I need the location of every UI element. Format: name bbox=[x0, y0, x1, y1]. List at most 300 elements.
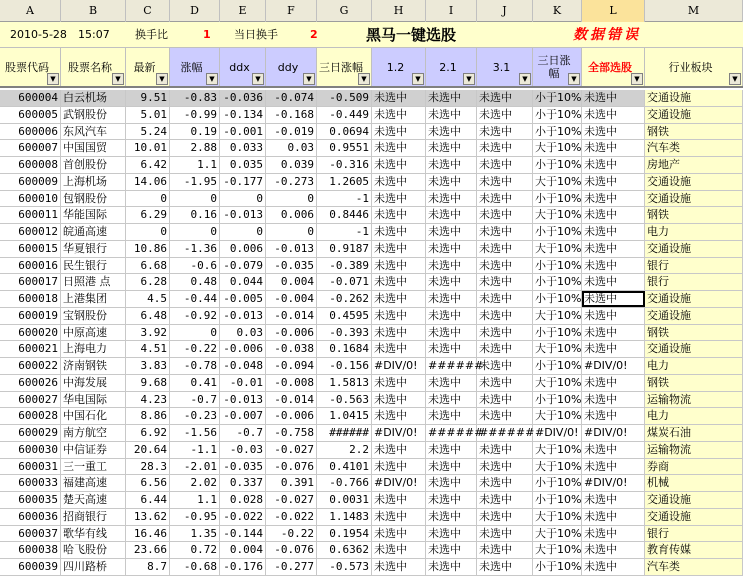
cell-e[interactable]: -0.177 bbox=[220, 174, 266, 190]
cell-l[interactable]: 未选中 bbox=[582, 325, 645, 341]
cell-k[interactable]: 大于10% bbox=[535, 442, 582, 456]
cell-j[interactable]: 未选中 bbox=[477, 241, 533, 257]
cell-m[interactable]: 银行 bbox=[645, 274, 743, 290]
cell-l[interactable]: 未选中 bbox=[582, 492, 645, 508]
cell-f[interactable]: 0.391 bbox=[266, 475, 317, 491]
cell-e[interactable]: -0.134 bbox=[220, 107, 266, 123]
cell-b[interactable]: 上海电力 bbox=[61, 341, 126, 357]
cell-e[interactable]: -0.048 bbox=[220, 358, 266, 374]
cell-g[interactable]: 1.5813 bbox=[317, 375, 372, 391]
cell-j[interactable]: 未选中 bbox=[477, 140, 533, 156]
cell-g[interactable]: -0.262 bbox=[317, 291, 372, 307]
column-letter-g[interactable]: G bbox=[317, 0, 372, 22]
cell-m[interactable]: 机械 bbox=[645, 475, 743, 491]
cell-h[interactable]: 未选中 bbox=[372, 509, 426, 525]
cell-g[interactable]: 1.0415 bbox=[317, 408, 372, 424]
cell-i[interactable]: 未选中 bbox=[426, 392, 477, 408]
cell-g[interactable]: -0.071 bbox=[317, 274, 372, 290]
cell-f[interactable]: -0.168 bbox=[266, 107, 317, 123]
filter-dropdown-icon[interactable]: ▼ bbox=[206, 73, 218, 85]
cell-f[interactable]: -0.076 bbox=[266, 542, 317, 558]
cell-d[interactable]: -0.22 bbox=[170, 341, 220, 357]
cell-m[interactable]: 银行 bbox=[645, 526, 743, 542]
cell-h[interactable]: 未选中 bbox=[372, 291, 426, 307]
cell-i[interactable]: 未选中 bbox=[426, 107, 477, 123]
cell-k[interactable]: 大于10% bbox=[535, 141, 582, 155]
cell-i[interactable]: 未选中 bbox=[426, 442, 477, 458]
cell-c[interactable]: 16.46 bbox=[126, 526, 170, 542]
cell-j[interactable]: 未选中 bbox=[477, 308, 533, 324]
cell-m[interactable]: 钢铁 bbox=[645, 325, 743, 341]
cell-c[interactable]: 10.86 bbox=[126, 241, 170, 257]
cell-h[interactable]: 未选中 bbox=[372, 241, 426, 257]
column-letter-j[interactable]: J bbox=[477, 0, 533, 22]
cell-e[interactable]: 0 bbox=[220, 224, 266, 240]
cell-d[interactable]: 0.48 bbox=[170, 274, 220, 290]
cell-c[interactable]: 6.56 bbox=[126, 475, 170, 491]
cell-k[interactable]: 大于10% bbox=[535, 174, 582, 188]
cell-f[interactable]: -0.014 bbox=[266, 308, 317, 324]
cell-j[interactable]: 未选中 bbox=[477, 291, 533, 307]
cell-i[interactable]: 未选中 bbox=[426, 157, 477, 173]
cell-j[interactable]: 未选中 bbox=[477, 526, 533, 542]
column-letter-c[interactable]: C bbox=[126, 0, 170, 22]
cell-c[interactable]: 9.68 bbox=[126, 375, 170, 391]
cell-e[interactable]: 0.337 bbox=[220, 475, 266, 491]
cell-m[interactable]: 电力 bbox=[645, 358, 743, 374]
cell-c[interactable]: 8.7 bbox=[126, 559, 170, 575]
cell-e[interactable]: 0.03 bbox=[220, 325, 266, 341]
cell-e[interactable]: -0.005 bbox=[220, 291, 266, 307]
cell-j[interactable]: 未选中 bbox=[477, 442, 533, 458]
cell-c[interactable]: 0 bbox=[126, 224, 170, 240]
cell-l[interactable]: 未选中 bbox=[582, 559, 645, 575]
cell-b[interactable]: 楚天高速 bbox=[61, 492, 126, 508]
cell-i[interactable]: 未选中 bbox=[426, 224, 477, 240]
cell-j[interactable]: 未选中 bbox=[477, 392, 533, 408]
cell-a[interactable]: 600028 bbox=[0, 408, 61, 424]
cell-k[interactable]: 大于10% bbox=[535, 308, 582, 322]
cell-f[interactable]: -0.076 bbox=[266, 459, 317, 475]
cell-a[interactable]: 600020 bbox=[0, 325, 61, 341]
cell-b[interactable]: 上海机场 bbox=[61, 174, 126, 190]
cell-d[interactable]: 0.16 bbox=[170, 207, 220, 223]
cell-h[interactable]: 未选中 bbox=[372, 157, 426, 173]
cell-k[interactable]: 小于10% bbox=[535, 476, 582, 490]
cell-m[interactable]: 交通设施 bbox=[645, 241, 743, 257]
cell-c[interactable]: 0 bbox=[126, 191, 170, 207]
cell-m[interactable]: 交通设施 bbox=[645, 291, 743, 307]
cell-e[interactable]: 0.006 bbox=[220, 241, 266, 257]
cell-h[interactable]: 未选中 bbox=[372, 258, 426, 274]
cell-d[interactable]: -0.78 bbox=[170, 358, 220, 374]
cell-l[interactable]: 未选中 bbox=[582, 107, 645, 123]
cell-i[interactable]: 未选中 bbox=[426, 475, 477, 491]
turnover-ratio-value[interactable]: 1 bbox=[203, 28, 211, 41]
cell-l[interactable]: 未选中 bbox=[582, 542, 645, 558]
cell-i[interactable]: 未选中 bbox=[426, 509, 477, 525]
cell-g[interactable]: -0.393 bbox=[317, 325, 372, 341]
cell-b[interactable]: 中原高速 bbox=[61, 325, 126, 341]
cell-i[interactable]: 未选中 bbox=[426, 325, 477, 341]
cell-k[interactable]: 小于10% bbox=[535, 359, 582, 372]
cell-d[interactable]: 0.41 bbox=[170, 375, 220, 391]
cell-g[interactable]: -0.316 bbox=[317, 157, 372, 173]
cell-b[interactable]: 南方航空 bbox=[61, 425, 126, 441]
header-cell-0[interactable] bbox=[0, 48, 61, 86]
cell-k[interactable]: 小于10% bbox=[535, 392, 582, 406]
cell-k[interactable]: 小于10% bbox=[535, 107, 582, 121]
column-letter-f[interactable]: F bbox=[266, 0, 317, 22]
cell-e[interactable]: -0.7 bbox=[220, 425, 266, 441]
cell-f[interactable]: -0.006 bbox=[266, 325, 317, 341]
cell-m[interactable]: 钢铁 bbox=[645, 375, 743, 391]
cell-f[interactable]: 0 bbox=[266, 224, 317, 240]
cell-a[interactable]: 600021 bbox=[0, 341, 61, 357]
cell-h[interactable]: 未选中 bbox=[372, 408, 426, 424]
cell-a[interactable]: 600033 bbox=[0, 475, 61, 491]
cell-d[interactable]: 0 bbox=[170, 325, 220, 341]
cell-m[interactable]: 券商 bbox=[645, 459, 743, 475]
cell-e[interactable]: -0.144 bbox=[220, 526, 266, 542]
cell-b[interactable]: 四川路桥 bbox=[61, 559, 126, 575]
cell-m[interactable]: 电力 bbox=[645, 224, 743, 240]
cell-h[interactable]: 未选中 bbox=[372, 559, 426, 575]
cell-e[interactable]: -0.007 bbox=[220, 408, 266, 424]
cell-l[interactable]: 未选中 bbox=[582, 392, 645, 408]
cell-i[interactable]: 未选中 bbox=[426, 241, 477, 257]
cell-m[interactable]: 交通设施 bbox=[645, 107, 743, 123]
cell-m[interactable]: 运输物流 bbox=[645, 392, 743, 408]
cell-k[interactable]: #DIV/0! bbox=[533, 425, 582, 441]
cell-e[interactable]: -0.01 bbox=[220, 375, 266, 391]
cell-h[interactable]: 未选中 bbox=[372, 459, 426, 475]
cell-j[interactable]: 未选中 bbox=[477, 509, 533, 525]
today-turnover-value[interactable]: 2 bbox=[310, 28, 318, 41]
cell-a[interactable]: 600012 bbox=[0, 224, 61, 240]
cell-a[interactable]: 600004 bbox=[0, 90, 61, 106]
cell-d[interactable]: 1.1 bbox=[170, 157, 220, 173]
cell-h[interactable]: 未选中 bbox=[372, 274, 426, 290]
cell-b[interactable]: 上港集团 bbox=[61, 291, 126, 307]
cell-m[interactable]: 汽车类 bbox=[645, 559, 743, 575]
cell-c[interactable]: 23.66 bbox=[126, 542, 170, 558]
cell-k[interactable]: 大于10% bbox=[535, 241, 582, 255]
cell-g[interactable]: 1.2605 bbox=[317, 174, 372, 190]
cell-k[interactable]: 大于10% bbox=[535, 409, 582, 423]
cell-g[interactable]: -0.573 bbox=[317, 559, 372, 575]
cell-b[interactable]: 歌华有线 bbox=[61, 526, 126, 542]
cell-d[interactable]: -0.23 bbox=[170, 408, 220, 424]
filter-dropdown-icon[interactable]: ▼ bbox=[463, 73, 475, 85]
header-cell-7[interactable] bbox=[372, 48, 426, 86]
column-letter-h[interactable]: H bbox=[372, 0, 426, 22]
cell-k[interactable]: 大于10% bbox=[535, 543, 582, 557]
cell-l[interactable]: 未选中 bbox=[582, 241, 645, 257]
cell-b[interactable]: 包钢股份 bbox=[61, 191, 126, 207]
cell-e[interactable]: 0.004 bbox=[220, 542, 266, 558]
filter-dropdown-icon[interactable]: ▼ bbox=[156, 73, 168, 85]
cell-b[interactable]: 武钢股份 bbox=[61, 107, 126, 123]
cell-g[interactable]: -0.156 bbox=[317, 358, 372, 374]
cell-l[interactable]: 未选中 bbox=[582, 375, 645, 391]
cell-i[interactable]: 未选中 bbox=[426, 492, 477, 508]
cell-c[interactable]: 10.01 bbox=[126, 140, 170, 156]
cell-h[interactable]: 未选中 bbox=[372, 308, 426, 324]
cell-l[interactable]: #DIV/0! bbox=[582, 425, 645, 441]
column-letter-k[interactable]: K bbox=[533, 0, 582, 22]
cell-h[interactable]: 未选中 bbox=[372, 207, 426, 223]
cell-j[interactable]: 未选中 bbox=[477, 107, 533, 123]
filter-dropdown-icon[interactable]: ▼ bbox=[519, 73, 531, 85]
header-cell-6[interactable] bbox=[317, 48, 372, 86]
cell-g[interactable]: 2.2 bbox=[317, 442, 372, 458]
cell-b[interactable]: 济南钢铁 bbox=[61, 358, 126, 374]
cell-h[interactable]: 未选中 bbox=[372, 90, 426, 106]
cell-b[interactable]: 中国石化 bbox=[61, 408, 126, 424]
cell-e[interactable]: -0.035 bbox=[220, 459, 266, 475]
cell-j[interactable]: 未选中 bbox=[477, 124, 533, 140]
cell-j[interactable]: 未选中 bbox=[477, 459, 533, 475]
cell-i[interactable]: 未选中 bbox=[426, 124, 477, 140]
cell-h[interactable]: 未选中 bbox=[372, 392, 426, 408]
cell-l[interactable]: 未选中 bbox=[582, 157, 645, 173]
cell-g[interactable]: -0.389 bbox=[317, 258, 372, 274]
column-letter-l[interactable]: L bbox=[582, 0, 645, 22]
cell-f[interactable]: 0.004 bbox=[266, 274, 317, 290]
cell-l[interactable]: 未选中 bbox=[582, 341, 645, 357]
column-letter-i[interactable]: I bbox=[426, 0, 477, 22]
cell-k[interactable]: 小于10% bbox=[535, 191, 582, 205]
cell-c[interactable]: 28.3 bbox=[126, 459, 170, 475]
cell-f[interactable]: -0.027 bbox=[266, 442, 317, 458]
column-letter-m[interactable]: M bbox=[645, 0, 743, 22]
cell-i[interactable]: 未选中 bbox=[426, 140, 477, 156]
cell-j[interactable]: 未选中 bbox=[477, 90, 533, 106]
cell-m[interactable]: 交通设施 bbox=[645, 308, 743, 324]
cell-b[interactable]: 中海发展 bbox=[61, 375, 126, 391]
cell-c[interactable]: 8.86 bbox=[126, 408, 170, 424]
cell-b[interactable]: 日照港 点 bbox=[61, 274, 126, 290]
cell-g[interactable]: 0.8446 bbox=[317, 207, 372, 223]
cell-a[interactable]: 600016 bbox=[0, 258, 61, 274]
cell-b[interactable]: 皖通高速 bbox=[61, 224, 126, 240]
cell-k[interactable]: 大于10% bbox=[535, 208, 582, 222]
cell-i[interactable]: 未选中 bbox=[426, 559, 477, 575]
cell-h[interactable]: #DIV/0! bbox=[372, 475, 426, 491]
cell-d[interactable]: -2.01 bbox=[170, 459, 220, 475]
cell-g[interactable]: -1 bbox=[317, 191, 372, 207]
cell-b[interactable]: 哈飞股份 bbox=[61, 542, 126, 558]
cell-d[interactable]: 2.02 bbox=[170, 475, 220, 491]
cell-h[interactable]: 未选中 bbox=[372, 341, 426, 357]
cell-b[interactable]: 中信证券 bbox=[61, 442, 126, 458]
cell-e[interactable]: -0.013 bbox=[220, 308, 266, 324]
cell-a[interactable]: 600015 bbox=[0, 241, 61, 257]
cell-a[interactable]: 600027 bbox=[0, 392, 61, 408]
cell-m[interactable]: 交通设施 bbox=[645, 509, 743, 525]
cell-d[interactable]: -0.6 bbox=[170, 258, 220, 274]
header-cell-2[interactable] bbox=[126, 48, 170, 86]
cell-k[interactable]: 大于10% bbox=[535, 509, 582, 523]
cell-i[interactable]: 未选中 bbox=[426, 308, 477, 324]
cell-a[interactable]: 600036 bbox=[0, 509, 61, 525]
cell-g[interactable]: 0.6362 bbox=[317, 542, 372, 558]
cell-b[interactable]: 民生银行 bbox=[61, 258, 126, 274]
cell-d[interactable]: 0 bbox=[170, 191, 220, 207]
cell-f[interactable]: -0.035 bbox=[266, 258, 317, 274]
cell-h[interactable]: #DIV/0! bbox=[372, 358, 426, 374]
cell-g[interactable]: 0.9551 bbox=[317, 140, 372, 156]
cell-b[interactable]: 首创股份 bbox=[61, 157, 126, 173]
cell-h[interactable]: 未选中 bbox=[372, 174, 426, 190]
cell-k[interactable]: 小于10% bbox=[535, 124, 582, 138]
cell-d[interactable]: -1.36 bbox=[170, 241, 220, 257]
cell-a[interactable]: 600037 bbox=[0, 526, 61, 542]
cell-f[interactable]: -0.006 bbox=[266, 408, 317, 424]
cell-k[interactable]: 小于10% bbox=[535, 493, 582, 506]
cell-i[interactable]: 未选中 bbox=[426, 375, 477, 391]
cell-k[interactable]: 小于10% bbox=[535, 275, 582, 289]
cell-j[interactable]: 未选中 bbox=[477, 157, 533, 173]
cell-l[interactable]: 未选中 bbox=[582, 291, 645, 307]
cell-d[interactable]: 1.1 bbox=[170, 492, 220, 508]
filter-dropdown-icon[interactable]: ▼ bbox=[47, 73, 59, 85]
cell-i[interactable]: 未选中 bbox=[426, 191, 477, 207]
cell-k[interactable]: 小于10% bbox=[535, 258, 582, 272]
cell-a[interactable]: 600029 bbox=[0, 425, 61, 441]
cell-c[interactable]: 6.42 bbox=[126, 157, 170, 173]
cell-h[interactable]: 未选中 bbox=[372, 542, 426, 558]
cell-g[interactable]: -0.449 bbox=[317, 107, 372, 123]
cell-l[interactable]: 未选中 bbox=[582, 509, 645, 525]
header-cell-12[interactable] bbox=[645, 48, 743, 86]
cell-k[interactable]: 大于10% bbox=[535, 375, 582, 389]
cell-i[interactable]: 未选中 bbox=[426, 526, 477, 542]
cell-g[interactable]: -1 bbox=[317, 224, 372, 240]
cell-d[interactable]: 0 bbox=[170, 224, 220, 240]
cell-i[interactable]: 未选中 bbox=[426, 174, 477, 190]
cell-d[interactable]: -0.95 bbox=[170, 509, 220, 525]
cell-g[interactable]: -0.563 bbox=[317, 392, 372, 408]
cell-e[interactable]: -0.022 bbox=[220, 509, 266, 525]
cell-j[interactable]: 未选中 bbox=[477, 224, 533, 240]
cell-i[interactable]: 未选中 bbox=[426, 207, 477, 223]
cell-l[interactable]: 未选中 bbox=[582, 174, 645, 190]
cell-j[interactable]: 未选中 bbox=[477, 542, 533, 558]
cell-h[interactable]: 未选中 bbox=[372, 492, 426, 508]
cell-f[interactable]: -0.038 bbox=[266, 341, 317, 357]
cell-e[interactable]: 0.033 bbox=[220, 140, 266, 156]
filter-dropdown-icon[interactable]: ▼ bbox=[303, 73, 315, 85]
cell-l[interactable]: 未选中 bbox=[582, 124, 645, 140]
cell-l[interactable]: 未选中 bbox=[582, 258, 645, 274]
cell-b[interactable]: 宝钢股份 bbox=[61, 308, 126, 324]
cell-c[interactable]: 14.06 bbox=[126, 174, 170, 190]
header-cell-5[interactable] bbox=[266, 48, 317, 86]
cell-l[interactable]: 未选中 bbox=[582, 526, 645, 542]
cell-l[interactable]: 未选中 bbox=[582, 224, 645, 240]
cell-h[interactable]: 未选中 bbox=[372, 124, 426, 140]
cell-i[interactable]: 未选中 bbox=[426, 274, 477, 290]
filter-dropdown-icon[interactable]: ▼ bbox=[252, 73, 264, 85]
cell-m[interactable]: 电力 bbox=[645, 408, 743, 424]
cell-e[interactable]: -0.013 bbox=[220, 207, 266, 223]
cell-j[interactable]: 未选中 bbox=[477, 375, 533, 391]
cell-f[interactable]: 0.03 bbox=[266, 140, 317, 156]
cell-b[interactable]: 中国国贸 bbox=[61, 140, 126, 156]
cell-j[interactable]: 未选中 bbox=[477, 274, 533, 290]
cell-j[interactable]: 未选中 bbox=[477, 191, 533, 207]
cell-l[interactable]: 未选中 bbox=[582, 442, 645, 458]
cell-a[interactable]: 600038 bbox=[0, 542, 61, 558]
cell-k[interactable]: 小于10% bbox=[535, 225, 582, 238]
cell-g[interactable]: 0.4595 bbox=[317, 308, 372, 324]
column-letter-d[interactable]: D bbox=[170, 0, 220, 22]
cell-i[interactable]: ###### bbox=[428, 359, 484, 372]
cell-h[interactable]: 未选中 bbox=[372, 191, 426, 207]
cell-f[interactable]: -0.004 bbox=[266, 291, 317, 307]
cell-j[interactable]: 未选中 bbox=[477, 325, 533, 341]
filter-dropdown-icon[interactable]: ▼ bbox=[112, 73, 124, 85]
cell-f[interactable]: 0.039 bbox=[266, 157, 317, 173]
cell-j[interactable]: 未选中 bbox=[477, 207, 533, 223]
cell-e[interactable]: -0.036 bbox=[220, 90, 266, 106]
cell-a[interactable]: 600035 bbox=[0, 492, 61, 508]
cell-k[interactable]: 小于10% bbox=[535, 91, 582, 104]
filter-dropdown-icon[interactable]: ▼ bbox=[729, 73, 741, 85]
cell-a[interactable]: 600019 bbox=[0, 308, 61, 324]
cell-g[interactable]: 0.4101 bbox=[317, 459, 372, 475]
cell-c[interactable]: 4.51 bbox=[126, 341, 170, 357]
cell-e[interactable]: -0.001 bbox=[220, 124, 266, 140]
cell-g[interactable]: 1.1483 bbox=[317, 509, 372, 525]
cell-m[interactable]: 运输物流 bbox=[645, 442, 743, 458]
cell-c[interactable]: 6.29 bbox=[126, 207, 170, 223]
cell-c[interactable]: 6.44 bbox=[126, 492, 170, 508]
cell-c[interactable]: 9.51 bbox=[126, 90, 170, 106]
cell-e[interactable]: 0.044 bbox=[220, 274, 266, 290]
cell-m[interactable]: 交通设施 bbox=[645, 191, 743, 207]
cell-i[interactable]: 未选中 bbox=[426, 341, 477, 357]
cell-a[interactable]: 600005 bbox=[0, 107, 61, 123]
cell-f[interactable]: -0.277 bbox=[266, 559, 317, 575]
cell-i[interactable]: 未选中 bbox=[426, 90, 477, 106]
cell-i[interactable]: ###### bbox=[428, 426, 484, 439]
cell-e[interactable]: 0 bbox=[220, 191, 266, 207]
cell-j[interactable]: 未选中 bbox=[477, 475, 533, 491]
cell-f[interactable]: -0.758 bbox=[266, 425, 317, 441]
cell-f[interactable]: -0.008 bbox=[266, 375, 317, 391]
cell-j[interactable]: 未选中 bbox=[477, 174, 533, 190]
cell-a[interactable]: 600030 bbox=[0, 442, 61, 458]
cell-l[interactable]: 未选中 bbox=[582, 408, 645, 424]
cell-b[interactable]: 福建高速 bbox=[61, 475, 126, 491]
filter-dropdown-icon[interactable]: ▼ bbox=[412, 73, 424, 85]
cell-k[interactable]: 大于10% bbox=[535, 526, 582, 540]
cell-c[interactable]: 6.68 bbox=[126, 258, 170, 274]
cell-j[interactable]: 未选中 bbox=[477, 358, 533, 374]
cell-g[interactable]: 0.0031 bbox=[317, 492, 372, 508]
cell-f[interactable]: -0.074 bbox=[266, 90, 317, 106]
cell-g[interactable]: 0.1954 bbox=[317, 526, 372, 542]
cell-a[interactable]: 600011 bbox=[0, 207, 61, 223]
cell-e[interactable]: -0.013 bbox=[220, 392, 266, 408]
cell-a[interactable]: 600017 bbox=[0, 274, 61, 290]
cell-h[interactable]: 未选中 bbox=[372, 107, 426, 123]
cell-c[interactable]: 6.28 bbox=[126, 274, 170, 290]
cell-m[interactable]: 汽车类 bbox=[645, 140, 743, 156]
